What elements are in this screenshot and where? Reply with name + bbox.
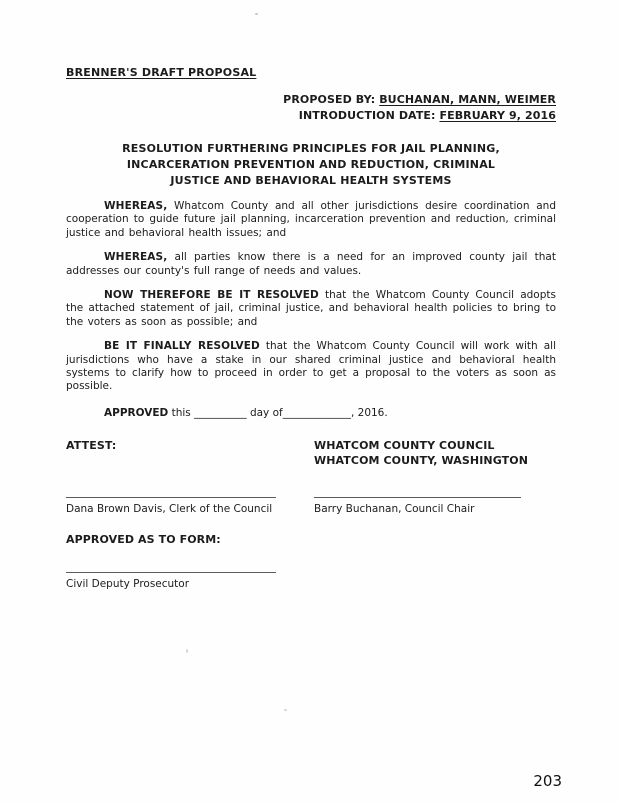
introduction-date-label: INTRODUCTION DATE: bbox=[298, 109, 436, 122]
scan-artifact bbox=[284, 709, 287, 711]
paragraph-lead: APPROVED bbox=[104, 406, 169, 419]
clerk-name-label: Dana Brown Davis, Clerk of the Council bbox=[66, 502, 273, 515]
resolution-title-line: INCARCERATION PREVENTION AND REDUCTION, CRIMINAL bbox=[126, 158, 496, 171]
signature-area bbox=[66, 438, 556, 590]
clerk-signature-line bbox=[66, 497, 276, 498]
approved-date-line bbox=[66, 407, 556, 419]
proposed-by-value: BUCHANAN, MANN, WEIMER bbox=[379, 93, 556, 106]
paragraph-text: Whatcom County and all other jurisdictions desire coordination and cooperation to guide future jail planning, incarceration prevention and reduction, criminal justice and behavioral health issues; and bbox=[66, 200, 556, 239]
attest-label: ATTEST: bbox=[66, 438, 117, 452]
paragraph-lead: BE IT FINALLY RESOLVED bbox=[104, 340, 260, 353]
paragraph-text: all parties know there is a need for an improved county jail that addresses our county's full range of needs and values. bbox=[66, 251, 556, 277]
proposed-by-line bbox=[66, 92, 556, 108]
prosecutor-title-label: Civil Deputy Prosecutor bbox=[66, 577, 190, 590]
paragraph-lead: NOW THEREFORE BE IT RESOLVED bbox=[104, 289, 319, 302]
scan-artifact bbox=[186, 649, 188, 653]
whereas-paragraph-1 bbox=[66, 200, 556, 240]
resolution-title bbox=[66, 141, 556, 189]
paragraph-lead: WHEREAS, bbox=[104, 251, 168, 264]
document-content bbox=[66, 66, 556, 590]
paragraph-text: that the Whatcom County Council adopts the attached statement of jail, criminal justice, and behavioral health policies to bring to the voters as soon as possible; and bbox=[66, 289, 556, 328]
proposed-by-label: PROPOSED BY: bbox=[283, 93, 376, 106]
resolution-title-line: RESOLUTION FURTHERING PRINCIPLES FOR JAIL PLANNING, bbox=[122, 142, 500, 155]
scan-artifact bbox=[255, 13, 258, 15]
approved-date-blanks: this __________ day of_____________, 2016. bbox=[168, 406, 388, 419]
council-name-line1: WHATCOM COUNTY COUNCIL bbox=[314, 438, 495, 452]
finally-resolved-paragraph bbox=[66, 340, 556, 394]
resolved-paragraph bbox=[66, 289, 556, 329]
chair-name-label: Barry Buchanan, Council Chair bbox=[314, 502, 475, 515]
prosecutor-signature-line bbox=[66, 572, 276, 573]
page-number: 203 bbox=[533, 772, 562, 790]
paragraph-lead: WHEREAS, bbox=[104, 200, 168, 212]
draft-proposal-heading: BRENNER'S DRAFT PROPOSAL bbox=[66, 66, 257, 79]
council-name-line2: WHATCOM COUNTY, WASHINGTON bbox=[314, 453, 528, 467]
introduction-date-line bbox=[66, 108, 556, 124]
signature-row-headings bbox=[66, 438, 556, 590]
whereas-paragraph-2 bbox=[66, 251, 556, 278]
council-column bbox=[314, 438, 556, 590]
paragraph-text: that the Whatcom County Council will work with all jurisdictions who have a stake in our shared criminal justice and behavioral health systems to clarify how to proceed in order to get a proposal to the voters as soon as possible. bbox=[66, 340, 556, 393]
proposal-meta-block bbox=[66, 92, 556, 124]
resolution-body bbox=[66, 200, 556, 419]
approved-as-to-form-label: APPROVED AS TO FORM: bbox=[66, 532, 221, 546]
resolution-title-line: JUSTICE AND BEHAVIORAL HEALTH SYSTEMS bbox=[170, 174, 452, 187]
introduction-date-value: FEBRUARY 9, 2016 bbox=[439, 109, 556, 122]
attest-column bbox=[66, 438, 310, 590]
chair-signature-line bbox=[314, 497, 521, 498]
